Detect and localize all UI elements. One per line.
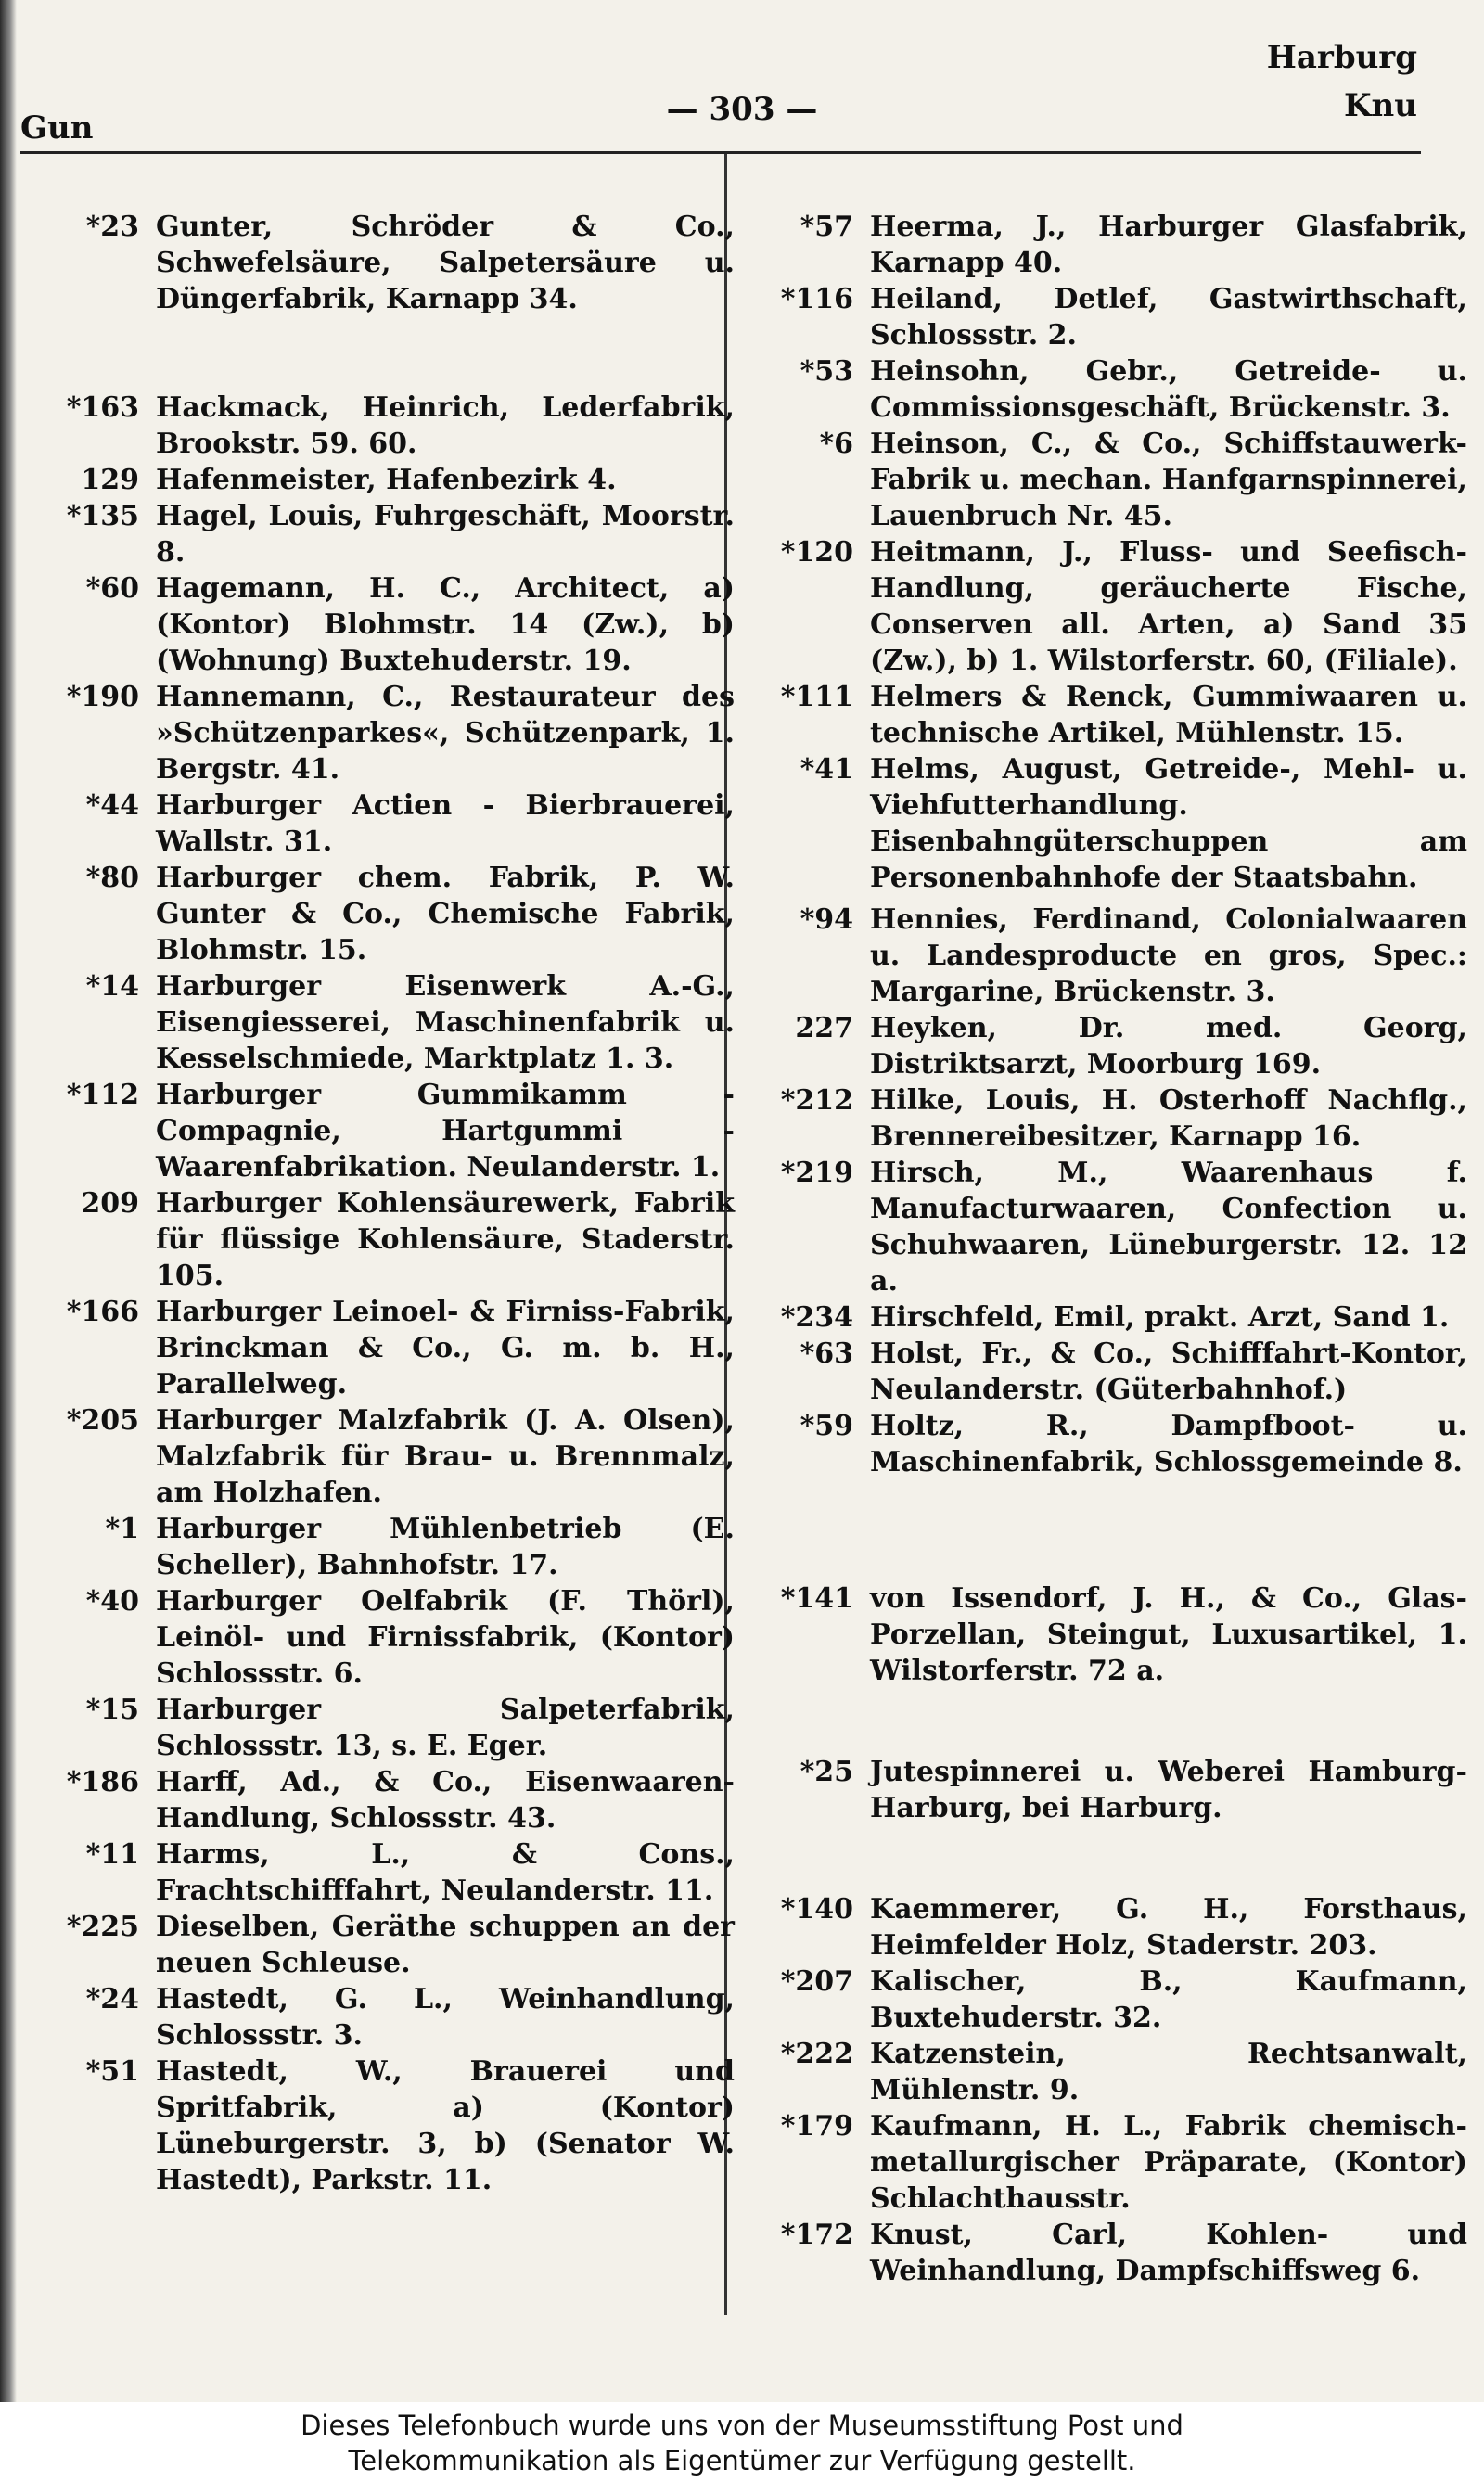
list-item	[735, 751, 1467, 896]
list-item	[735, 1408, 1467, 1480]
list-item	[735, 1336, 1467, 1408]
left-column	[20, 209, 735, 2198]
list-item	[20, 209, 735, 317]
entry-number: *14	[85, 970, 139, 1003]
entry-text: Harburger Malzfabrik (J. A. Olsen), Malzfabrik für Brau- u. Brennmalz, am Holzhafen.	[156, 1404, 735, 1509]
entry-text: Hirschfeld, Emil, prakt. Arzt, Sand 1.	[870, 1301, 1450, 1334]
list-item	[20, 1402, 735, 1511]
entry-number: *51	[85, 2055, 139, 2088]
entry-number: *41	[800, 753, 853, 786]
list-item	[735, 281, 1467, 353]
entry-text: Kalischer, B., Kaufmann, Buxtehuderstr. 32.	[870, 1965, 1467, 2034]
entry-text: Jutespinnerei u. Weberei Hamburg-Harburg, bei Harburg.	[870, 1756, 1467, 1824]
entry-number: *163	[66, 391, 139, 424]
entry-number: *219	[780, 1157, 853, 1189]
entry-text: Hennies, Ferdinand, Colonialwaaren u. Landesproducte en gros, Spec.: Margarine, Brückenstr. 3.	[870, 903, 1467, 1008]
list-item	[735, 1010, 1467, 1082]
footer-line-2: Telekommunikation als Eigentümer zur Verfügung gestellt.	[348, 2445, 1136, 2476]
entry-number: *6	[819, 428, 853, 460]
entry-number: *172	[780, 2219, 853, 2251]
entry-text: Hirsch, M., Waarenhaus f. Manufacturwaaren, Confection u. Schuhwaaren, Lüneburgerstr. 12. 12 a.	[870, 1157, 1467, 1298]
entry-text: Helmers & Renck, Gummiwaaren u. technische Artikel, Mühlenstr. 15.	[870, 681, 1467, 749]
list-item	[735, 2108, 1467, 2217]
list-item	[735, 426, 1467, 534]
entry-text: Hafenmeister, Hafenbezirk 4.	[156, 464, 617, 496]
entry-number: *141	[780, 1582, 853, 1615]
entry-text: Harms, L., & Cons., Frachtschifffahrt, Neulanderstr. 11.	[156, 1838, 735, 1907]
entry-number: *140	[780, 1893, 853, 1925]
list-item	[735, 534, 1467, 679]
list-item	[20, 2053, 735, 2198]
entry-number: *40	[85, 1585, 139, 1618]
entry-number: *225	[66, 1911, 139, 1943]
list-item	[20, 679, 735, 787]
entry-number: *1	[105, 1513, 139, 1545]
entry-number: *234	[780, 1301, 853, 1334]
entry-text: Harburger Oelfabrik (F. Thörl), Leinöl- und Firnissfabrik, (Kontor) Schlossstr. 6.	[156, 1585, 735, 1690]
list-item	[735, 1155, 1467, 1299]
entry-number: *11	[85, 1838, 139, 1871]
list-item	[735, 1964, 1467, 2036]
entry-number: *222	[780, 2038, 853, 2070]
list-item	[735, 1891, 1467, 1964]
page-edge-shadow	[0, 0, 17, 2402]
entry-text: Heinsohn, Gebr., Getreide- u. Commissionsgeschäft, Brückenstr. 3.	[870, 355, 1467, 424]
entry-text: Knust, Carl, Kohlen- und Weinhandlung, Dampfschiffsweg 6.	[870, 2219, 1467, 2287]
entry-text: Hannemann, C., Restaurateur des »Schützenparkes«, Schützenpark, 1. Bergstr. 41.	[156, 681, 735, 786]
entry-text: Hagel, Louis, Fuhrgeschäft, Moorstr. 8.	[156, 500, 735, 569]
header-right-key: Knu	[1344, 87, 1417, 124]
list-item	[20, 968, 735, 1077]
header-city: Harburg	[1266, 39, 1417, 76]
list-item	[735, 2036, 1467, 2108]
entry-number: *23	[85, 211, 139, 243]
entry-number: *53	[800, 355, 853, 388]
entry-number: 209	[81, 1187, 139, 1220]
list-item	[20, 1511, 735, 1583]
list-item	[20, 860, 735, 968]
entry-text: Hagemann, H. C., Architect, a) (Kontor) Blohmstr. 14 (Zw.), b) (Wohnung) Buxtehuderstr. 19.	[156, 572, 735, 677]
entry-text: Kaemmerer, G. H., Forsthaus, Heimfelder Holz, Staderstr. 203.	[870, 1893, 1467, 1962]
entry-number: *166	[66, 1296, 139, 1328]
list-item	[20, 1764, 735, 1836]
entry-text: Hastedt, W., Brauerei und Spritfabrik, a) (Kontor) Lüneburgerstr. 3, b) (Senator W. Hastedt), Parkstr. 11.	[156, 2055, 735, 2196]
list-item	[735, 1082, 1467, 1155]
entry-number: *59	[800, 1410, 853, 1442]
entry-text: Hilke, Louis, H. Osterhoff Nachflg., Brennereibesitzer, Karnapp 16.	[870, 1084, 1467, 1153]
entry-number: 227	[795, 1012, 853, 1044]
entry-text: Heerma, J., Harburger Glasfabrik, Karnapp 40.	[870, 211, 1467, 279]
entry-text: Heinson, C., & Co., Schiffstauwerk-Fabrik u. mechan. Hanfgarnspinnerei, Lauenbruch Nr. 45.	[870, 428, 1467, 532]
entry-number: *24	[85, 1983, 139, 2015]
entry-text: Gunter, Schröder & Co., Schwefelsäure, Salpetersäure u. Düngerfabrik, Karnapp 34.	[156, 211, 735, 315]
entry-text: Hastedt, G. L., Weinhandlung, Schlossstr. 3.	[156, 1983, 735, 2052]
list-item	[735, 2217, 1467, 2289]
entry-text: Harff, Ad., & Co., Eisenwaaren-Handlung, Schlossstr. 43.	[156, 1766, 735, 1835]
entry-number: *120	[780, 536, 853, 569]
header-right	[1267, 33, 1417, 130]
list-item	[20, 1981, 735, 2053]
entry-number: *186	[66, 1766, 139, 1798]
entry-text: Helms, August, Getreide-, Mehl- u. Viehfutterhandlung. Eisenbahngüterschuppen am Personenbahnhofe der Staatsbahn.	[870, 753, 1467, 894]
entry-text: Harburger Kohlensäurewerk, Fabrik für flüssige Kohlensäure, Staderstr. 105.	[156, 1187, 735, 1292]
entry-number: *57	[800, 211, 853, 243]
copyright-footer	[0, 2402, 1484, 2482]
list-item	[735, 1754, 1467, 1826]
list-item	[20, 1692, 735, 1764]
entry-text: Harburger chem. Fabrik, P. W. Gunter & Co., Chemische Fabrik, Blohmstr. 15.	[156, 862, 735, 966]
entry-text: Hackmack, Heinrich, Lederfabrik, Brookstr. 59. 60.	[156, 391, 735, 460]
entry-text: Harburger Salpeterfabrik, Schlossstr. 13, s. E. Eger.	[156, 1694, 735, 1762]
entry-number: *94	[800, 903, 853, 936]
list-item	[735, 209, 1467, 281]
list-item	[735, 902, 1467, 1010]
entry-text: Harburger Leinoel- & Firniss-Fabrik, Brinckman & Co., G. m. b. H., Parallelweg.	[156, 1296, 735, 1401]
entry-text: Harburger Mühlenbetrieb (E. Scheller), Bahnhofstr. 17.	[156, 1513, 735, 1581]
entry-text: Dieselben, Geräthe schuppen an der neuen Schleuse.	[156, 1911, 735, 1979]
entry-number: *116	[780, 283, 853, 315]
entry-text: Kaufmann, H. L., Fabrik chemisch-metallurgischer Präparate, (Kontor) Schlachthausstr.	[870, 2110, 1467, 2215]
entry-text: von Issendorf, J. H., & Co., Glas-Porzellan, Steingut, Luxusartikel, 1. Wilstorferstr. 72 a.	[870, 1582, 1467, 1687]
entry-number: *212	[780, 1084, 853, 1117]
entry-number: *190	[66, 681, 139, 713]
entry-text: Katzenstein, Rechtsanwalt, Mühlenstr. 9.	[870, 2038, 1467, 2106]
entry-text: Holtz, R., Dampfboot- u. Maschinenfabrik, Schlossgemeinde 8.	[870, 1410, 1467, 1478]
entry-number: *80	[85, 862, 139, 894]
list-item	[735, 1580, 1467, 1689]
footer-line-1: Dieses Telefonbuch wurde uns von der Museumsstiftung Post und	[301, 2410, 1183, 2441]
list-item	[20, 498, 735, 570]
list-item	[20, 1909, 735, 1981]
list-item	[20, 1185, 735, 1294]
header-rule	[20, 151, 1421, 154]
right-column	[735, 209, 1467, 2289]
entry-number: *135	[66, 500, 139, 532]
entry-text: Heiland, Detlef, Gastwirthschaft, Schlossstr. 2.	[870, 283, 1467, 352]
entry-number: 129	[81, 464, 139, 496]
entry-text: Harburger Gummikamm - Compagnie, Hartgummi - Waarenfabrikation. Neulanderstr. 1.	[156, 1079, 735, 1183]
entry-text: Heyken, Dr. med. Georg, Distriktsarzt, Moorburg 169.	[870, 1012, 1467, 1081]
entry-text: Harburger Actien - Bierbrauerei, Wallstr. 31.	[156, 789, 735, 858]
list-item	[735, 353, 1467, 426]
entry-number: *179	[780, 2110, 853, 2143]
entry-number: *25	[800, 1756, 853, 1788]
entry-number: *207	[780, 1965, 853, 1998]
entry-number: *111	[780, 681, 853, 713]
entry-text: Heitmann, J., Fluss- und Seefisch-Handlung, geräucherte Fische, Conserven all. Arten, a) Sand 35 (Zw.), b) 1. Wilstorferstr. 60, (Filiale).	[870, 536, 1467, 677]
entry-number: *44	[85, 789, 139, 822]
list-item	[20, 390, 735, 462]
page-number: — 303 —	[666, 91, 818, 128]
list-item	[20, 570, 735, 679]
list-item	[735, 679, 1467, 751]
entry-text: Holst, Fr., & Co., Schifffahrt-Kontor, Neulanderstr. (Güterbahnhof.)	[870, 1337, 1467, 1406]
entry-number: *205	[66, 1404, 139, 1437]
entry-number: *60	[85, 572, 139, 605]
entry-number: *63	[800, 1337, 853, 1370]
list-item	[20, 1294, 735, 1402]
list-item	[20, 1836, 735, 1909]
list-item	[20, 1077, 735, 1185]
header-left-key: Gun	[20, 109, 94, 147]
list-item	[20, 787, 735, 860]
list-item	[735, 1299, 1467, 1336]
list-item	[20, 1583, 735, 1692]
list-item	[20, 462, 735, 498]
entry-number: *112	[66, 1079, 139, 1111]
entry-text: Harburger Eisenwerk A.-G., Eisengiesserei, Maschinenfabrik u. Kesselschmiede, Marktplatz 1. 3.	[156, 970, 735, 1075]
entry-number: *15	[85, 1694, 139, 1726]
